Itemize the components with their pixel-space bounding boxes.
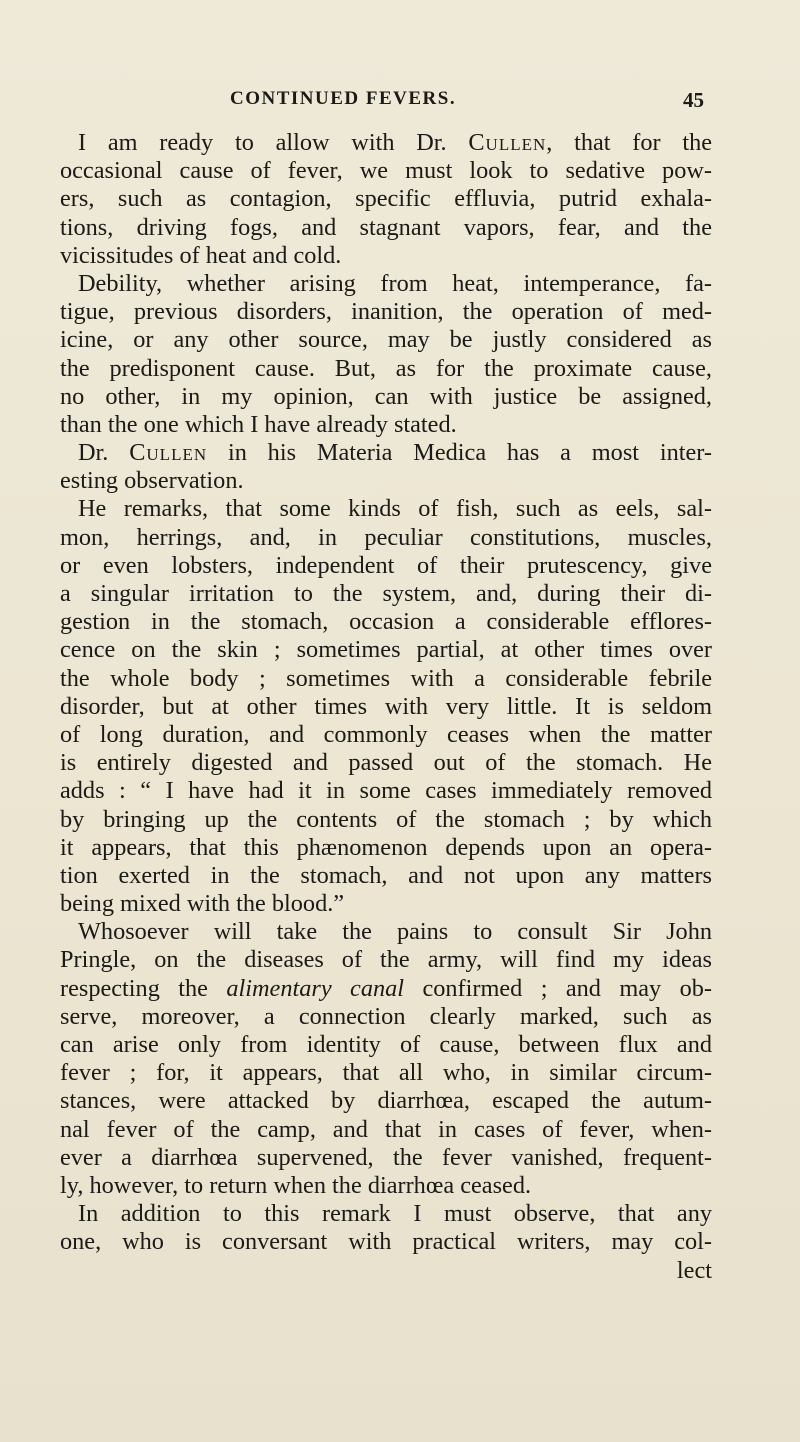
text-line: Dr. Cullen in his Materia Medica has a most inter- bbox=[78, 439, 712, 467]
text-line: stances, were attacked by diarrhœa, escaped the autum- bbox=[60, 1087, 712, 1115]
paragraph-1 bbox=[60, 129, 712, 270]
body-text bbox=[60, 129, 712, 1285]
author-name: Cullen bbox=[468, 129, 547, 156]
text-line: In addition to this remark I must observe, that any bbox=[78, 1200, 712, 1228]
text-line: disorder, but at other times with very little. It is seldom bbox=[60, 692, 712, 720]
running-head: CONTINUED FEVERS. bbox=[230, 88, 457, 109]
text-line: I am ready to allow with Dr. Cullen, that for the bbox=[78, 129, 712, 156]
paragraph-3 bbox=[60, 439, 712, 495]
text-line: than the one which I have already stated. bbox=[60, 410, 457, 438]
text-line: one, who is conversant with practical writers, may col- bbox=[60, 1228, 712, 1256]
text-line: nal fever of the camp, and that in cases of fever, when- bbox=[60, 1115, 712, 1143]
text-line: respecting the alimentary canal confirmed ; and may ob- bbox=[60, 974, 712, 1002]
text-line: no other, in my opinion, can with justice be assigned, bbox=[60, 382, 712, 410]
page-number: 45 bbox=[683, 88, 704, 112]
text-line: ever a diarrhœa supervened, the fever vanished, frequent- bbox=[60, 1143, 712, 1171]
text-line: or even lobsters, independent of their prutescency, give bbox=[60, 551, 712, 579]
text-line: is entirely digested and passed out of the stomach. He bbox=[60, 749, 712, 777]
text-line: ly, however, to return when the diarrhœa ceased. bbox=[60, 1171, 532, 1199]
text-line: adds : “ I have had it in some cases immediately removed bbox=[60, 777, 712, 805]
text-line: vicissitudes of heat and cold. bbox=[60, 241, 342, 269]
text-line: He remarks, that some kinds of fish, such as eels, sal- bbox=[78, 495, 712, 523]
text-line: a singular irritation to the system, and, during their di- bbox=[60, 580, 712, 607]
text-line: occasional cause of fever, we must look to sedative pow- bbox=[60, 157, 712, 185]
text-line: the whole body ; sometimes with a considerable febrile bbox=[60, 664, 712, 692]
text-line: can arise only from identity of cause, between flux and bbox=[60, 1031, 712, 1058]
catchword: lect bbox=[676, 1256, 712, 1284]
italic-term: alimentary canal bbox=[226, 974, 405, 1002]
paragraph-4 bbox=[60, 495, 712, 918]
text-line: gestion in the stomach, occasion a considerable efflores- bbox=[60, 608, 712, 636]
text-line: tigue, previous disorders, inanition, the operation of med- bbox=[60, 298, 712, 326]
paragraph-6 bbox=[60, 1200, 712, 1285]
page-header bbox=[60, 88, 710, 120]
text-line: tions, driving fogs, and stagnant vapors, fear, and the bbox=[60, 213, 712, 241]
paragraph-5 bbox=[60, 918, 712, 1200]
text-line: fever ; for, it appears, that all who, in similar circum- bbox=[60, 1059, 712, 1087]
text-line: being mixed with the blood.” bbox=[60, 890, 345, 918]
author-name: Cullen bbox=[129, 439, 208, 467]
text-line: of long duration, and commonly ceases when the matter bbox=[60, 720, 712, 748]
text-line: mon, herrings, and, in peculiar constitutions, muscles, bbox=[60, 523, 712, 551]
text-line: Pringle, on the diseases of the army, will find my ideas bbox=[60, 946, 712, 974]
text-line: icine, or any other source, may be justly considered as bbox=[60, 326, 712, 354]
text-line: it appears, that this phænomenon depends upon an opera- bbox=[60, 833, 712, 861]
text-line: ers, such as contagion, specific effluvia, putrid exhala- bbox=[60, 185, 712, 213]
text-line: esting observation. bbox=[60, 467, 244, 495]
text-line: tion exerted in the stomach, and not upon any matters bbox=[60, 861, 712, 889]
text-line: by bringing up the contents of the stomach ; by which bbox=[60, 805, 712, 833]
text-line: Debility, whether arising from heat, intemperance, fa- bbox=[78, 269, 712, 297]
text-line: cence on the skin ; sometimes partial, at other times over bbox=[60, 636, 712, 664]
text-line: serve, moreover, a connection clearly marked, such as bbox=[60, 1002, 712, 1030]
text-line: the predisponent cause. But, as for the proximate cause, bbox=[60, 354, 712, 382]
text-line: Whosoever will take the pains to consult Sir John bbox=[78, 918, 712, 946]
paragraph-2 bbox=[60, 270, 712, 439]
